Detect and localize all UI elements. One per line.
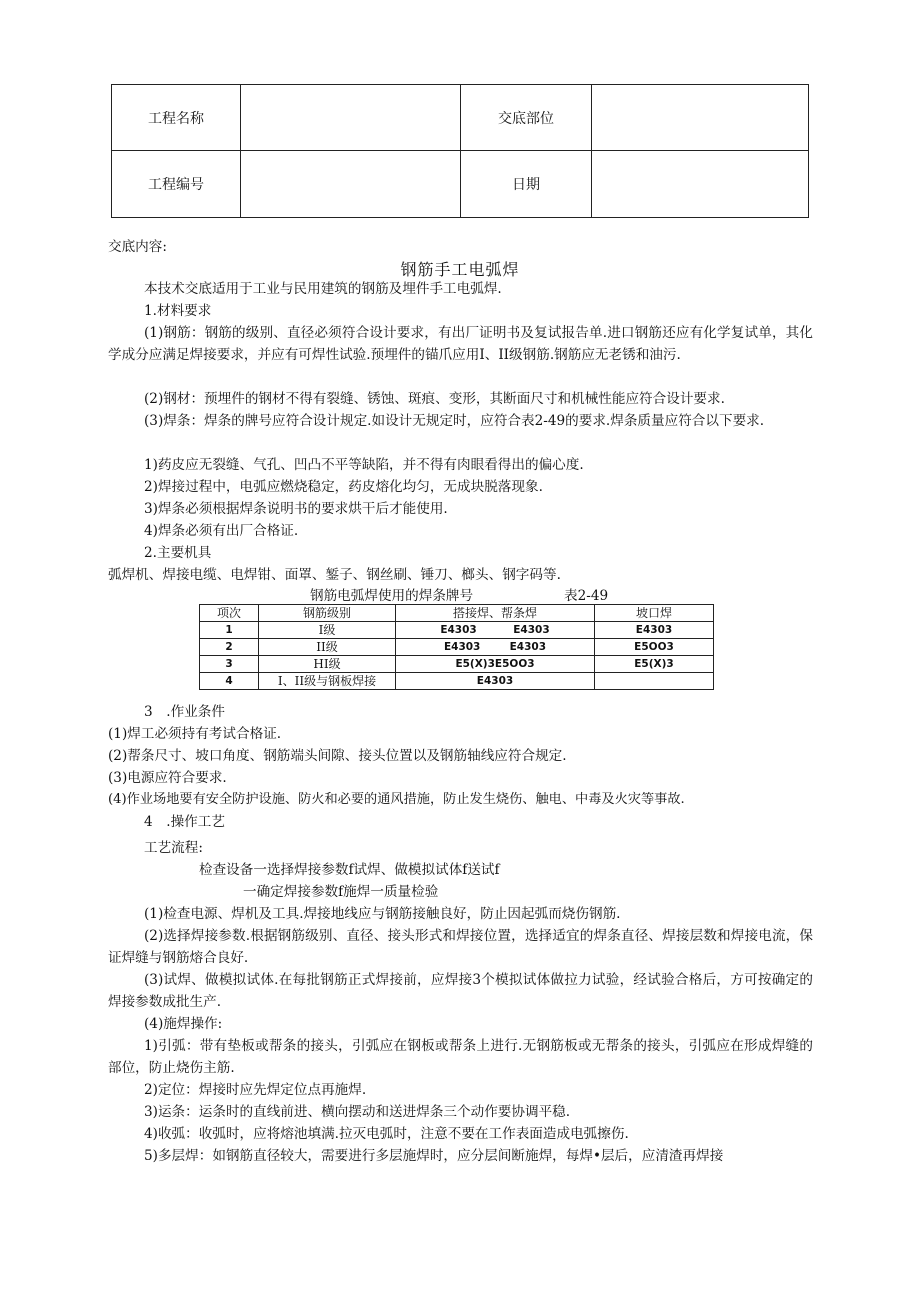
table-header-cell: 搭接焊、帮条焊 — [396, 605, 595, 622]
intro-paragraph: 本技术交底适用于工业与民用建筑的钢筋及埋件手工电弧焊. — [144, 281, 502, 297]
section-4-paragraph-3: (3)试焊、做模拟试体.在每批钢筋正式焊接前，应焊接3个模拟试体做拉力试验，经试验合格后，方可按确定的焊接参数成批生产. — [108, 972, 813, 1010]
row-no: 1 — [200, 622, 259, 639]
section-1-paragraph-3: (3)焊条：焊条的牌号应符合设计规定.如设计无规定时，应符合表2-49的要求.焊条质量应符合以下要求. — [144, 413, 765, 429]
section-1-sub-4: 4)焊条必须有出厂合格证. — [144, 523, 299, 539]
table-header-cell: 坡口焊 — [595, 605, 714, 622]
row-grade: I级 — [259, 622, 396, 639]
project-no-label: 工程编号 — [112, 151, 241, 218]
handover-part-label: 交底部位 — [461, 85, 592, 151]
section-3-item-4: (4)作业场地要有安全防护设施、防火和必要的通风措施，防止发生烧伤、触电、中毒及火灾等事故. — [108, 792, 685, 807]
section-2-heading: 2.主要机具 — [144, 545, 212, 561]
project-name-value — [241, 85, 461, 151]
section-4-paragraph-1: (1)检查电源、焊机及工具.焊接地线应与钢筋接触良好，防止因起弧而烧伤钢筋. — [144, 906, 621, 922]
section-4-sub-1: 1)引弧：带有垫板或帮条的接头，引弧应在钢板或帮条上进行.无钢筋板或无帮条的接头，引弧应在形成焊缝的部位，防止烧伤主筋. — [108, 1038, 813, 1076]
section-4-sub-2: 2)定位：焊接时应先焊定位点再施焊. — [144, 1082, 367, 1098]
section-1-sub-3: 3)焊条必须根据焊条说明书的要求烘干后才能使用. — [144, 501, 448, 517]
table-row — [200, 656, 714, 673]
row-groove: E5(X)3 — [595, 656, 714, 673]
process-flow-line-1: 检查设备一选择焊接参数f试焊、做模拟试体f送试f — [199, 862, 500, 878]
row-grade: II级 — [259, 639, 396, 656]
section-1-heading: 1.材料要求 — [144, 303, 212, 319]
section-1-sub-2: 2)焊接过程中，电弧应燃烧稳定，药皮熔化均匀，无成块脱落现象. — [144, 479, 543, 495]
row-lap: E4303 E4303 — [396, 622, 595, 639]
project-info-table — [111, 84, 809, 218]
process-flow-line-2: 一确定焊接参数f施焊一质量检验 — [243, 884, 439, 900]
section-4-paragraph-4: (4)施焊操作: — [144, 1016, 223, 1032]
section-3-heading: 3 .作业条件 — [144, 704, 225, 720]
row-lap: E4303 E4303 — [396, 639, 595, 656]
project-no-value — [241, 151, 461, 218]
row-groove: E4303 — [595, 622, 714, 639]
row-lap: E4303 — [396, 673, 595, 690]
section-2-text: 弧焊机、焊接电缆、电焊钳、面罩、錾子、钢丝刷、锤刀、榔头、钢字码等. — [108, 567, 561, 583]
section-4-paragraph-2: (2)选择焊接参数.根据钢筋级别、直径、接头形式和焊接位置，选择适宜的焊条直径、焊接层数和焊接电流，保证焊缝与钢筋熔合良好. — [108, 928, 813, 966]
table-number: 表2-49 — [564, 588, 609, 604]
content-label: 交底内容: — [108, 239, 167, 255]
section-3-item-1: (1)焊工必须持有考试合格证. — [108, 726, 282, 742]
project-name-label: 工程名称 — [112, 85, 241, 151]
section-1-paragraph-2: (2)钢材：预埋件的钢材不得有裂缝、锈蚀、斑痕、变形，其断面尺寸和机械性能应符合设计要求. — [144, 391, 725, 407]
row-groove — [595, 673, 714, 690]
table-header-cell: 项次 — [200, 605, 259, 622]
table-caption: 钢筋电弧焊使用的焊条牌号 — [310, 588, 474, 604]
row-grade: I、II级与钢板焊接 — [259, 673, 396, 690]
process-flow-label: 工艺流程: — [144, 840, 203, 856]
table-row — [200, 622, 714, 639]
table-header-cell: 钢筋级别 — [259, 605, 396, 622]
section-1-sub-1: 1)药皮应无裂缝、气孔、凹凸不平等缺陷，并不得有肉眼看得出的偏心度. — [144, 457, 584, 473]
section-4-heading: 4 .操作工艺 — [144, 814, 225, 830]
section-3-item-2: (2)帮条尺寸、坡口角度、钢筋端头间隙、接头位置以及钢筋轴线应符合规定. — [108, 748, 567, 764]
section-4-sub-3: 3)运条：运条时的直线前进、横向摆动和送进焊条三个动作要协调平稳. — [144, 1104, 571, 1120]
row-grade: HI级 — [259, 656, 396, 673]
row-no: 4 — [200, 673, 259, 690]
row-no: 3 — [200, 656, 259, 673]
date-label: 日期 — [461, 151, 592, 218]
row-groove: E5OO3 — [595, 639, 714, 656]
document-title: 钢筋手工电弧焊 — [400, 260, 520, 279]
handover-part-value — [592, 85, 809, 151]
section-3-item-3: (3)电源应符合要求. — [108, 770, 227, 786]
table-row — [200, 639, 714, 656]
electrode-table — [199, 604, 714, 690]
row-lap: E5(X)3E5OO3 — [396, 656, 595, 673]
date-value — [592, 151, 809, 218]
row-no: 2 — [200, 639, 259, 656]
section-4-sub-5: 5)多层焊：如钢筋直径较大，需要进行多层施焊时，应分层间断施焊，每焊•层后，应清渣再焊接 — [144, 1148, 724, 1164]
table-row — [200, 673, 714, 690]
section-1-paragraph-1: (1)钢筋：钢筋的级别、直径必须符合设计要求，有出厂证明书及复试报告单.进口钢筋还应有化学复试单，其化学成分应满足焊接要求，并应有可焊性试验.预埋件的锚爪应用I、II级钢筋.钢筋应无老锈和油污. — [108, 325, 813, 363]
section-4-sub-4: 4)收弧：收弧时，应将熔池填满.拉灭电弧时，注意不要在工作表面造成电弧擦伤. — [144, 1126, 629, 1142]
